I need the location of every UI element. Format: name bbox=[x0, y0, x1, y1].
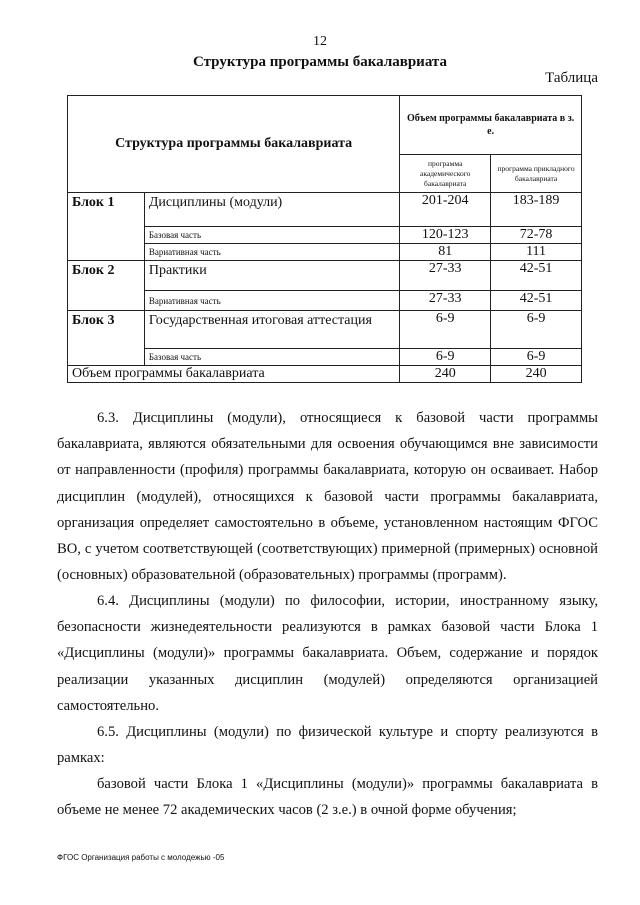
table-row bbox=[68, 244, 582, 261]
academic-value: 27-33 bbox=[400, 261, 491, 291]
block-cell-empty bbox=[68, 244, 145, 261]
academic-value: 120-123 bbox=[400, 227, 491, 244]
paragraph-6-3: 6.3. Дисциплины (модули), относящиеся к базовой части программы бакалавриата, являются обязательными для освоения обучающимся вне зависимости от направленности (профиля) программы бакалавриата, которую он осваивает. Набор дисциплин (модулей), относящихся к базовой части программы бакалавриата, организация определяет самостоятельно в объеме, установленном настоящим ФГОС ВО, с учетом соответствующей (соответствующих) примерной (примерных) основной (основных) образовательной (образовательных) программы (программ). bbox=[57, 410, 598, 584]
applied-value: 6-9 bbox=[491, 349, 582, 366]
table-total-row bbox=[68, 366, 582, 383]
applied-value: 42-51 bbox=[491, 261, 582, 291]
paragraph-6-5-item: базовой части Блока 1 «Дисциплины (модули)» программы бакалавриата в объеме не менее 72 академических часов (2 з.е.) в очной форме обучения; bbox=[57, 776, 598, 819]
paragraph-6-4: 6.4. Дисциплины (модули) по философии, истории, иностранному языку, безопасности жизнедеятельности реализуются в рамках базовой части Блока 1 «Дисциплины (модули)» программы бакалавриата. Объем, содержание и порядок реализации указанных дисциплин (модулей) определяются организацией самостоятельно. bbox=[57, 593, 598, 714]
header-academic: программа академического бакалавриата bbox=[400, 155, 491, 193]
row-name: Государственная итоговая аттестация bbox=[144, 311, 399, 349]
block-label: Блок 3 bbox=[68, 311, 145, 349]
total-academic: 240 bbox=[400, 366, 491, 383]
academic-value: 27-33 bbox=[400, 291, 491, 311]
block-cell-empty bbox=[68, 349, 145, 366]
applied-value: 6-9 bbox=[491, 311, 582, 349]
block-label: Блок 1 bbox=[68, 193, 145, 227]
total-applied: 240 bbox=[491, 366, 582, 383]
applied-value: 183-189 bbox=[491, 193, 582, 227]
row-name: Практики bbox=[144, 261, 399, 291]
table-row bbox=[68, 349, 582, 366]
row-name: Базовая часть bbox=[144, 227, 399, 244]
paragraph-6-5: 6.5. Дисциплины (модули) по физической культуре и спорту реализуются в рамках: bbox=[57, 724, 598, 767]
page-title: Структура программы бакалавриата bbox=[193, 54, 447, 70]
table-label: Таблица bbox=[545, 70, 598, 86]
header-applied: программа прикладного бакалавриата bbox=[491, 155, 582, 193]
table-row bbox=[68, 291, 582, 311]
academic-value: 6-9 bbox=[400, 349, 491, 366]
applied-value: 42-51 bbox=[491, 291, 582, 311]
academic-value: 81 bbox=[400, 244, 491, 261]
block-cell-empty bbox=[68, 291, 145, 311]
table-row bbox=[68, 311, 582, 349]
footer-note: ФГОС Организация работы с молодежью -05 bbox=[57, 853, 225, 862]
table-row bbox=[68, 193, 582, 227]
row-name: Вариативная часть bbox=[144, 244, 399, 261]
header-volume: Объем программы бакалавриата в з. е. bbox=[400, 96, 582, 155]
academic-value: 201-204 bbox=[400, 193, 491, 227]
total-label: Объем программы бакалавриата bbox=[68, 366, 400, 383]
applied-value: 72-78 bbox=[491, 227, 582, 244]
row-name: Вариативная часть bbox=[144, 291, 399, 311]
row-name: Базовая часть bbox=[144, 349, 399, 366]
academic-value: 6-9 bbox=[400, 311, 491, 349]
table-row bbox=[68, 227, 582, 244]
row-name: Дисциплины (модули) bbox=[144, 193, 399, 227]
block-label: Блок 2 bbox=[68, 261, 145, 291]
applied-value: 111 bbox=[491, 244, 582, 261]
program-structure-table bbox=[67, 95, 582, 383]
header-structure: Структура программы бакалавриата bbox=[68, 96, 400, 193]
block-cell-empty bbox=[68, 227, 145, 244]
table-row bbox=[68, 261, 582, 291]
page-number: 12 bbox=[313, 34, 327, 49]
